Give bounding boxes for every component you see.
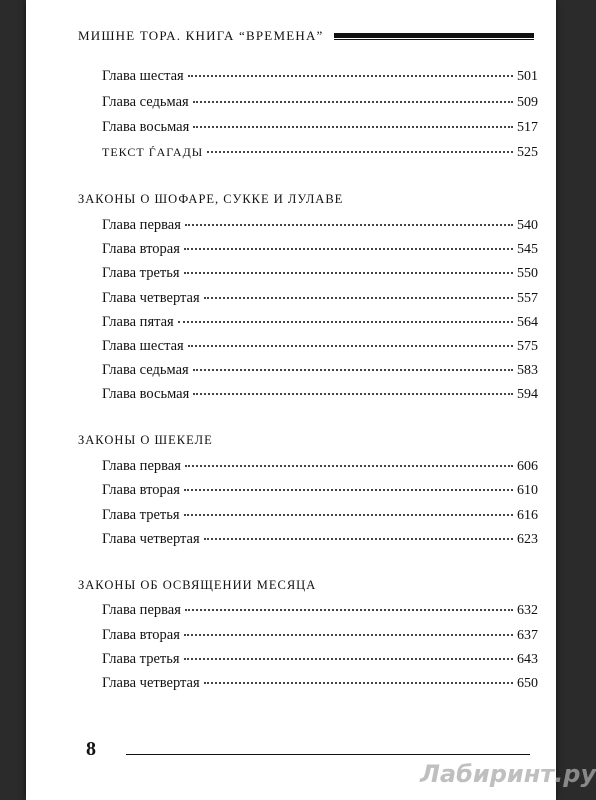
toc-entry bbox=[102, 145, 538, 165]
toc-entry-page: 501 bbox=[517, 69, 538, 84]
toc-entry-label: Глава шестая bbox=[102, 68, 184, 84]
toc-entry-page: 637 bbox=[517, 628, 538, 643]
toc-entry-label: Глава первая bbox=[102, 458, 181, 474]
toc-entry bbox=[102, 338, 538, 358]
toc-entry-page: 606 bbox=[517, 459, 538, 474]
toc-entry bbox=[102, 265, 538, 285]
toc-entry bbox=[102, 290, 538, 310]
section-title: ЗАКОНЫ О ШЕКЕЛЕ bbox=[78, 433, 213, 447]
toc-leader-dots bbox=[184, 248, 513, 250]
toc-entry-page: 583 bbox=[517, 363, 538, 378]
toc-leader-dots bbox=[184, 489, 513, 491]
toc-entry-label: Глава вторая bbox=[102, 482, 180, 498]
toc-leader-dots bbox=[185, 609, 513, 611]
toc-entry-label: Глава четвертая bbox=[102, 290, 200, 306]
toc-entry-label: Глава первая bbox=[102, 217, 181, 233]
toc-entry bbox=[102, 217, 538, 237]
toc-entry-page: 643 bbox=[517, 652, 538, 667]
toc-entry-page: 550 bbox=[517, 266, 538, 281]
footer-rule bbox=[126, 754, 530, 755]
toc-entry-page: 564 bbox=[517, 315, 538, 330]
toc-leader-dots bbox=[188, 345, 513, 347]
toc-leader-dots bbox=[188, 75, 513, 77]
toc-entry-label: Глава восьмая bbox=[102, 119, 190, 135]
section-title: ЗАКОНЫ О ШОФАРЕ, СУККЕ И ЛУЛАВЕ bbox=[78, 192, 344, 206]
toc-entry bbox=[102, 94, 538, 114]
running-head bbox=[78, 26, 534, 46]
toc-leader-dots bbox=[204, 682, 513, 684]
toc-entry-page: 509 bbox=[517, 95, 538, 110]
toc-leader-dots bbox=[193, 369, 513, 371]
toc-entry bbox=[102, 651, 538, 671]
toc-entry-label: Глава седьмая bbox=[102, 94, 189, 110]
toc-entry-label: Глава пятая bbox=[102, 314, 174, 330]
toc-entry-page: 650 bbox=[517, 676, 538, 691]
toc-entry-page: 557 bbox=[517, 291, 538, 306]
toc-entry-page: 525 bbox=[517, 145, 538, 160]
section-title: ЗАКОНЫ ОБ ОСВЯЩЕНИИ МЕСЯЦА bbox=[78, 578, 317, 592]
running-head-title: МИШНЕ ТОРА. КНИГА “ВРЕМЕНА” bbox=[78, 28, 324, 43]
toc-leader-dots bbox=[193, 101, 513, 103]
toc-leader-dots bbox=[204, 538, 513, 540]
toc-entry-page: 545 bbox=[517, 242, 538, 257]
toc-entry-page: 610 bbox=[517, 483, 538, 498]
toc-leader-dots bbox=[207, 151, 513, 153]
toc-entry-label: Глава вторая bbox=[102, 627, 180, 643]
toc-entry-page: 517 bbox=[517, 120, 538, 135]
toc-entry bbox=[102, 386, 538, 406]
toc-entry-label: Глава четвертая bbox=[102, 675, 200, 691]
page-number: 8 bbox=[86, 738, 96, 760]
toc-entry bbox=[102, 507, 538, 527]
toc-leader-dots bbox=[184, 634, 513, 636]
toc-entry bbox=[102, 314, 538, 334]
toc-leader-dots bbox=[184, 514, 514, 516]
toc-leader-dots bbox=[204, 297, 513, 299]
toc-leader-dots bbox=[184, 658, 514, 660]
toc-leader-dots bbox=[178, 321, 513, 323]
toc-entry-label: Глава четвертая bbox=[102, 531, 200, 547]
toc-entry-page: 616 bbox=[517, 508, 538, 523]
toc-entry bbox=[102, 119, 538, 139]
toc-entry bbox=[102, 627, 538, 647]
toc-entry bbox=[102, 458, 538, 478]
toc-entry-label: Глава седьмая bbox=[102, 362, 189, 378]
toc-entry bbox=[102, 531, 538, 551]
toc-entry-label: Глава вторая bbox=[102, 241, 180, 257]
book-page bbox=[26, 0, 556, 800]
running-head-rule bbox=[334, 33, 535, 40]
toc-entry-label: Глава третья bbox=[102, 265, 180, 281]
toc-entry-page: 594 bbox=[517, 387, 538, 402]
toc-entry-label: Глава третья bbox=[102, 507, 180, 523]
toc-entry bbox=[102, 675, 538, 695]
toc-entry-label: Глава третья bbox=[102, 651, 180, 667]
toc-entry bbox=[102, 241, 538, 261]
toc-entry bbox=[102, 68, 538, 88]
toc-entry bbox=[102, 482, 538, 502]
watermark-logo: Лабиринт.ру bbox=[420, 760, 596, 788]
toc-entry bbox=[102, 602, 538, 622]
toc-leader-dots bbox=[184, 272, 514, 274]
toc-leader-dots bbox=[185, 224, 513, 226]
toc-entry-page: 575 bbox=[517, 339, 538, 354]
toc-entry-label: Глава первая bbox=[102, 602, 181, 618]
toc-entry-page: 623 bbox=[517, 532, 538, 547]
toc-entry-label: Глава восьмая bbox=[102, 386, 190, 402]
toc-entry-label: Глава шестая bbox=[102, 338, 184, 354]
toc-entry-page: 540 bbox=[517, 218, 538, 233]
toc-leader-dots bbox=[185, 465, 513, 467]
toc-leader-dots bbox=[193, 126, 513, 128]
toc-entry-page: 632 bbox=[517, 603, 538, 618]
toc-entry-label: ТЕКСТ ЃАГАДЫ bbox=[102, 145, 204, 159]
toc-entry bbox=[102, 362, 538, 382]
toc-leader-dots bbox=[193, 393, 513, 395]
